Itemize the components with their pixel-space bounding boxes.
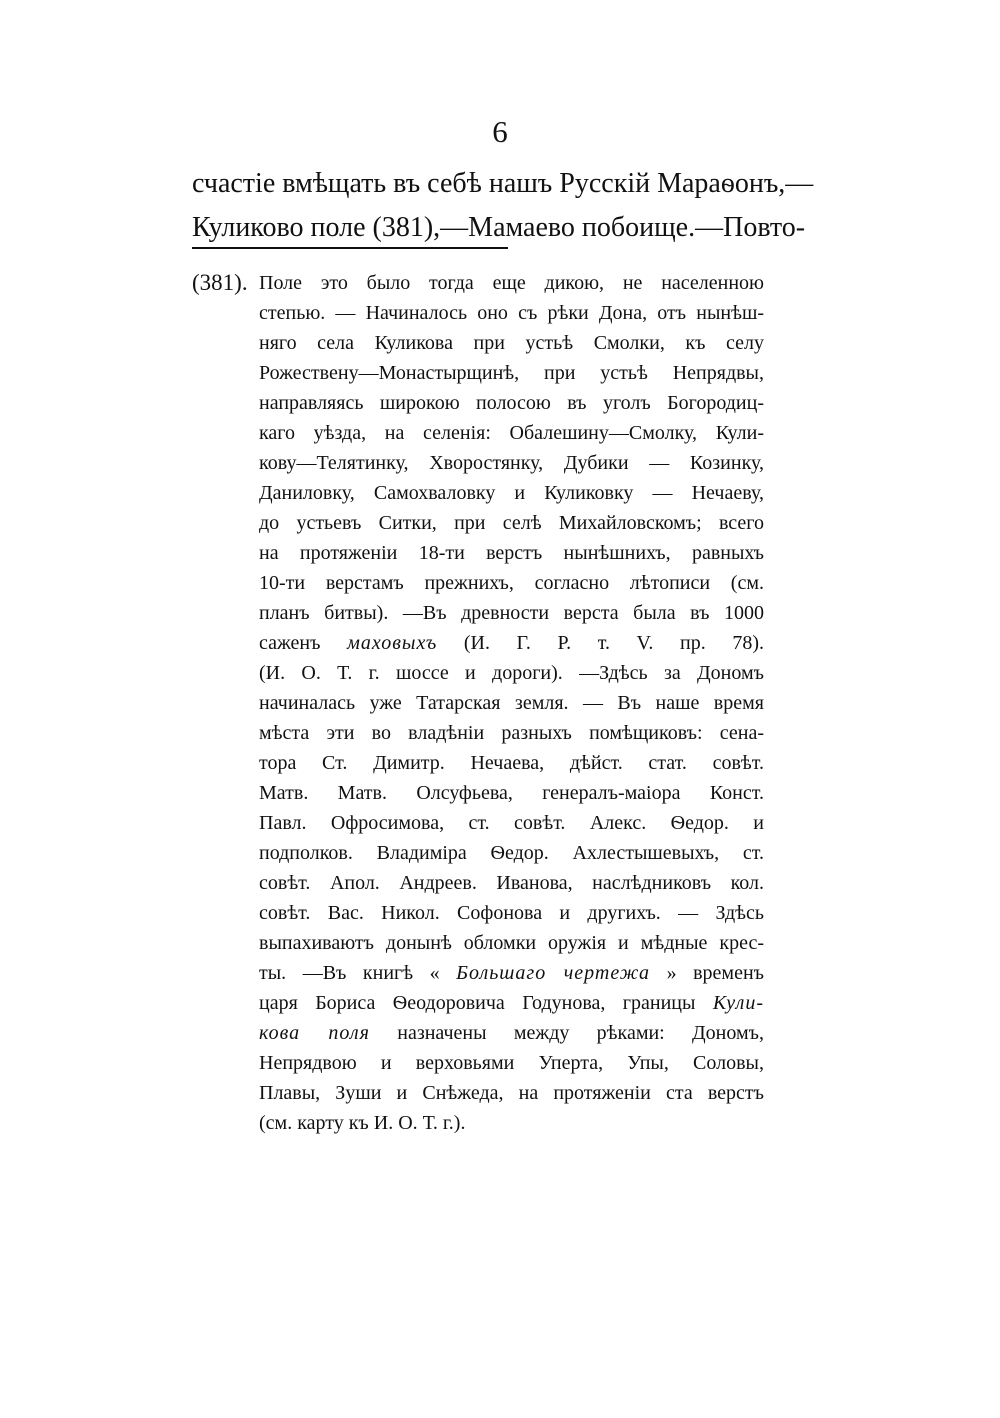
footnote-line: няго села Куликова при устьѣ Смолки, къ селу bbox=[259, 332, 764, 354]
footnote-line: царя Бориса Ѳеодоровича Годунова, границы Кули- bbox=[259, 992, 764, 1014]
italic-term: Кули- bbox=[712, 992, 764, 1014]
footnote-line: совѣт. Вас. Никол. Софонова и другихъ. — Здѣсь bbox=[259, 902, 764, 924]
footnote-line: Непрядвою и верховьями Уперта, Упы, Соловы, bbox=[259, 1052, 764, 1074]
main-text-line: счастіе вмѣщать въ себѣ нашъ Русскій Мараѳонъ,— bbox=[192, 168, 814, 199]
footnote-line: выпахиваютъ донынѣ обломки оружія и мѣдные крес- bbox=[259, 932, 764, 954]
footnote-line: Павл. Офросимова, ст. совѣт. Алекс. Ѳедор. и bbox=[259, 812, 764, 834]
footnote-line: Плавы, Зуши и Снѣжеда, на протяженіи ста верстъ bbox=[259, 1082, 764, 1104]
italic-term: кова поля bbox=[259, 1022, 370, 1044]
footnote-line: тора Ст. Димитр. Нечаева, дѣйст. стат. совѣт. bbox=[259, 752, 764, 774]
footnote-separator-rule bbox=[192, 247, 508, 249]
page-number: 6 bbox=[492, 114, 508, 149]
footnote-line: Поле это было тогда еще дикою, не населенною bbox=[259, 272, 764, 294]
main-text-line: Куликово поле (381),—Мамаево побоище.—Повто- bbox=[192, 212, 806, 243]
footnote-line: каго уѣзда, на селенія: Обалешину—Смолку, Кули- bbox=[259, 422, 764, 444]
footnote-line: на протяженіи 18-ти верстъ нынѣшнихъ, равныхъ bbox=[259, 542, 764, 564]
footnote-line: ты. —Въ книгѣ « Большаго чертежа » временъ bbox=[259, 962, 765, 984]
footnote-body bbox=[259, 268, 764, 1138]
footnote-line: до устьевъ Ситки, при селѣ Михайловскомъ; всего bbox=[259, 512, 764, 534]
footnote-line: кова поля назначены между рѣками: Дономъ, bbox=[259, 1022, 764, 1044]
footnote-line: (см. карту къ И. О. Т. г.). bbox=[259, 1112, 466, 1134]
footnote-marker: (381). bbox=[192, 270, 248, 295]
footnote-line: Рожествену—Монастырщинѣ, при устьѣ Непрядвы, bbox=[259, 362, 764, 384]
footnote-line: 10-ти верстамъ прежнихъ, согласно лѣтописи (см. bbox=[259, 572, 764, 594]
footnote-line: мѣста эти во владѣніи разныхъ помѣщиковъ: сена- bbox=[259, 722, 764, 744]
italic-term: Большаго чертежа bbox=[456, 962, 651, 984]
main-text bbox=[192, 162, 814, 250]
footnote-line: саженъ маховыхъ (И. Г. Р. т. V. пр. 78). bbox=[259, 632, 764, 654]
footnote-line: планъ битвы). —Въ древности верста была въ 1000 bbox=[259, 602, 764, 624]
footnote-line: Даниловку, Самохваловку и Куликовку — Нечаеву, bbox=[259, 482, 764, 504]
italic-term: маховыхъ bbox=[347, 632, 438, 654]
footnote-line: (И. О. Т. г. шоссе и дороги). —Здѣсь за Дономъ bbox=[259, 662, 764, 684]
footnote-line: совѣт. Апол. Андреев. Иванова, наслѣдниковъ кол. bbox=[259, 872, 764, 894]
footnote-line: кову—Телятинку, Хворостянку, Дубики — Козинку, bbox=[259, 452, 764, 474]
footnote-line: подполков. Владиміра Ѳедор. Ахлестышевыхъ, ст. bbox=[259, 842, 764, 864]
footnote-line: начиналась уже Татарская земля. — Въ наше время bbox=[259, 692, 764, 714]
footnote-line: Матв. Матв. Олсуфьева, генералъ-маіора Конст. bbox=[259, 782, 764, 804]
footnote-line: степью. — Начиналось оно съ рѣки Дона, отъ нынѣш- bbox=[259, 302, 764, 324]
footnote-line: направляясь широкою полосою въ уголъ Богородиц- bbox=[259, 392, 764, 414]
